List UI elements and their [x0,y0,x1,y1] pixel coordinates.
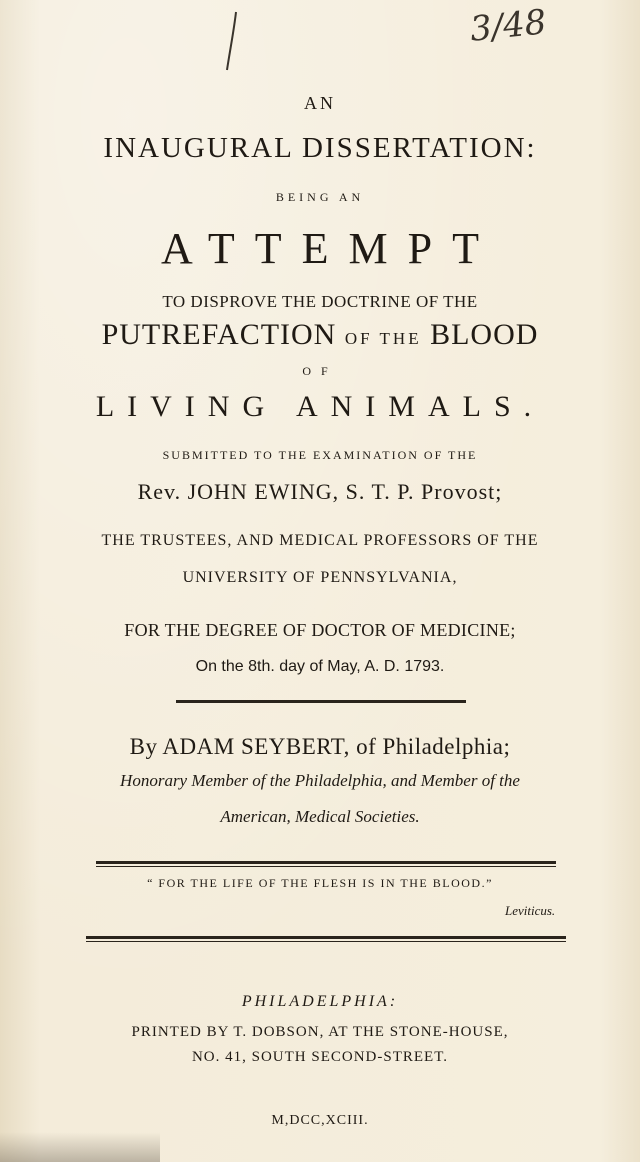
rule-double-top [96,861,556,864]
title-of: OF [302,364,338,378]
degree-line: FOR THE DEGREE OF DOCTOR OF MEDICINE; [124,620,516,640]
handwritten-shelfmark: 3/48 [468,2,549,50]
imprint-address: NO. 41, SOUTH SECOND-STREET. [191,1049,449,1065]
title-of-the: OF THE [344,329,422,348]
imprint-city: PHILADELPHIA: [241,993,399,1010]
provost-name: Rev. JOHN EWING, S. T. P. Provost; [137,479,503,504]
honorary-member-line: Honorary Member of the Philadelphia, and Member of the [120,771,520,790]
submitted-to: SUBMITTED TO THE EXAMINATION OF THE [162,448,478,462]
title-inaugural-dissertation: INAUGURAL DISSERTATION: [103,132,537,164]
american-societies-line: American, Medical Societies. [220,807,420,826]
handwritten-stroke [222,10,242,72]
imprint-year: M,DCC,XCIII. [271,1113,369,1128]
rule-double-bottom-2 [86,941,566,942]
university-line: UNIVERSITY OF PENNSYLVANIA, [182,569,458,586]
title-disprove-doctrine: TO DISPROVE THE DOCTRINE OF THE [162,292,478,311]
author-line: By ADAM SEYBERT, of Philadelphia; [129,734,511,759]
date-line: On the 8th. day of May, A. D. 1793. [195,658,445,675]
trustees-line: THE TRUSTEES, AND MEDICAL PROFESSORS OF THE [101,532,539,549]
title-blood: BLOOD [430,318,539,351]
rule-divider [176,700,466,703]
page-edge-shadow [0,1132,160,1162]
rule-double-bottom [96,866,556,867]
title-living-animals: LIVING ANIMALS. [95,390,545,423]
epigraph-source: Leviticus. [505,903,556,918]
title-being-an: BEING AN [275,190,365,204]
title-an: AN [304,93,336,113]
epigraph-quote: “ FOR THE LIFE OF THE FLESH IS IN THE BLOOD.” [147,876,493,890]
imprint-printer: PRINTED BY T. DOBSON, AT THE STONE-HOUSE, [131,1024,509,1040]
rule-double-top-2 [86,936,566,939]
title-attempt: ATTEMPT [161,224,499,273]
title-putrefaction-line [0,318,640,352]
title-putrefaction: PUTREFACTION [101,318,337,351]
